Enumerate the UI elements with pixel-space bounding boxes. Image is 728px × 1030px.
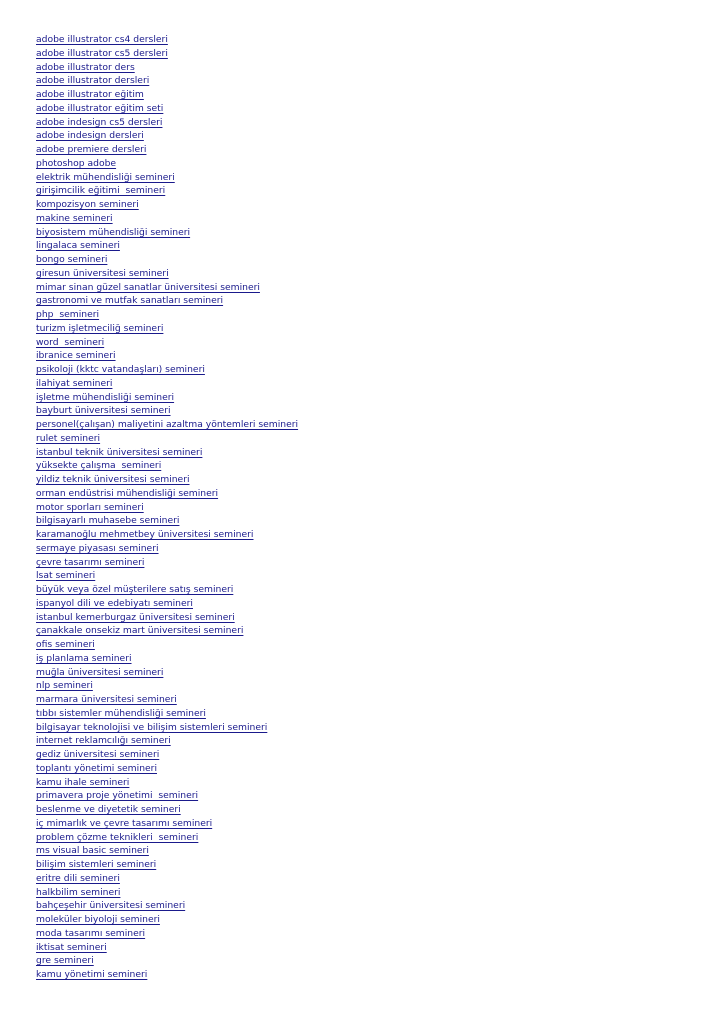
link-item[interactable]: tıbbı sistemler mühendisliği semineri [36, 707, 206, 719]
list-item [36, 815, 298, 829]
list-item [36, 224, 298, 238]
list-item [36, 911, 298, 925]
link-item[interactable]: adobe illustrator cs5 dersleri [36, 47, 168, 59]
link-item[interactable]: giresun üniversitesi semineri [36, 267, 169, 279]
list-item [36, 829, 298, 843]
link-item[interactable]: adobe illustrator eğitim seti [36, 102, 164, 114]
link-item[interactable]: sermaye piyasası semineri [36, 542, 159, 554]
list-item [36, 169, 298, 183]
link-item[interactable]: istanbul kemerburgaz üniversitesi semineri [36, 611, 235, 623]
link-item[interactable]: iktisat semineri [36, 941, 107, 953]
list-item [36, 402, 298, 416]
list-item [36, 127, 298, 141]
link-item[interactable]: mimar sinan güzel sanatlar üniversitesi semineri [36, 281, 260, 293]
link-item[interactable]: word semineri [36, 336, 105, 348]
list-item [36, 59, 298, 73]
list-item [36, 966, 298, 980]
list-item [36, 210, 298, 224]
list-item [36, 925, 298, 939]
link-item[interactable]: büyük veya özel müşterilere satış semineri [36, 584, 234, 595]
link-item[interactable]: psikoloji (kktc vatandaşları) semineri [36, 364, 205, 375]
list-item [36, 444, 298, 458]
list-item [36, 347, 298, 361]
link-item[interactable]: gre semineri [36, 955, 94, 967]
list-item [36, 485, 298, 499]
list-item [36, 952, 298, 966]
link-item[interactable]: kamu yönetimi semineri [36, 969, 148, 980]
link-item[interactable]: nlp semineri [36, 680, 93, 692]
list-item [36, 334, 298, 348]
list-item [36, 100, 298, 114]
link-item[interactable]: adobe indesign cs5 dersleri [36, 116, 163, 128]
list-item [36, 856, 298, 870]
list-item [36, 581, 298, 595]
list-item [36, 595, 298, 609]
link-item[interactable]: bongo semineri [36, 254, 108, 265]
list-item [36, 526, 298, 540]
list-item [36, 622, 298, 636]
list-item [36, 691, 298, 705]
list-item [36, 677, 298, 691]
link-item[interactable]: motor sporları semineri [36, 501, 144, 513]
link-item[interactable]: kompozisyon semineri [36, 199, 139, 210]
link-item[interactable]: bahçeşehir üniversitesi semineri [36, 900, 186, 912]
list-item [36, 31, 298, 45]
link-item[interactable]: gastronomi ve mutfak sanatları semineri [36, 295, 224, 307]
link-item[interactable]: iç mimarlık ve çevre tasarımı semineri [36, 817, 213, 829]
list-item [36, 375, 298, 389]
list-item [36, 196, 298, 210]
link-item[interactable]: internet reklamcılığı semineri [36, 735, 171, 747]
list-item [36, 760, 298, 774]
list-item [36, 746, 298, 760]
list-item [36, 279, 298, 293]
list-item [36, 251, 298, 265]
list-item [36, 114, 298, 128]
link-item[interactable]: kamu ihale semineri [36, 776, 130, 788]
list-item [36, 457, 298, 471]
link-item[interactable]: problem çözme teknikleri semineri [36, 831, 199, 843]
list-item [36, 306, 298, 320]
list-item [36, 554, 298, 568]
link-item[interactable]: çevre tasarımı semineri [36, 556, 145, 568]
list-item [36, 45, 298, 59]
list-item [36, 155, 298, 169]
list-item [36, 732, 298, 746]
link-item[interactable]: primavera proje yönetimi semineri [36, 790, 199, 802]
list-item [36, 636, 298, 650]
link-item[interactable]: ms visual basic semineri [36, 845, 149, 857]
list-item [36, 86, 298, 100]
list-item [36, 705, 298, 719]
link-item[interactable]: adobe illustrator eğitim [36, 89, 144, 100]
link-item[interactable]: yüksekte çalışma semineri [36, 460, 162, 472]
link-item[interactable]: işletme mühendisliği semineri [36, 391, 175, 403]
link-item[interactable]: gediz üniversitesi semineri [36, 749, 160, 760]
link-item[interactable]: photoshop adobe [36, 157, 117, 169]
link-item[interactable]: adobe illustrator cs4 dersleri [36, 34, 168, 45]
link-item[interactable]: turizm işletmeciliğ semineri [36, 322, 164, 334]
list-item [36, 430, 298, 444]
link-item[interactable]: adobe premiere dersleri [36, 144, 147, 155]
list-item [36, 361, 298, 375]
list-item [36, 609, 298, 623]
list-item [36, 512, 298, 526]
link-item[interactable]: php semineri [36, 309, 100, 320]
link-item[interactable]: moda tasarımı semineri [36, 927, 146, 939]
list-item [36, 664, 298, 678]
list-item [36, 540, 298, 554]
link-item[interactable]: halkbilim semineri [36, 886, 121, 898]
list-item [36, 141, 298, 155]
list-item [36, 389, 298, 403]
link-item[interactable]: ofis semineri [36, 639, 95, 650]
list-item [36, 897, 298, 911]
link-item[interactable]: moleküler biyoloji semineri [36, 914, 160, 925]
link-item[interactable]: muğla üniversitesi semineri [36, 666, 164, 678]
list-item [36, 72, 298, 86]
list-item [36, 471, 298, 485]
list-item [36, 320, 298, 334]
link-item[interactable]: lsat semineri [36, 570, 96, 582]
link-item[interactable]: makine semineri [36, 212, 113, 224]
link-item[interactable]: ispanyol dili ve edebiyatı semineri [36, 597, 193, 609]
link-item[interactable]: bilgisayar teknolojisi ve bilişim sistemleri semineri [36, 721, 268, 733]
link-list [36, 31, 298, 980]
link-item[interactable]: bilişim sistemleri semineri [36, 859, 157, 870]
list-item [36, 939, 298, 953]
link-item[interactable]: yildiz teknik üniversitesi semineri [36, 474, 190, 485]
list-item [36, 182, 298, 196]
link-item[interactable]: adobe illustrator ders [36, 61, 135, 73]
link-item[interactable]: ilahiyat semineri [36, 377, 113, 389]
list-item [36, 292, 298, 306]
list-item [36, 265, 298, 279]
list-item [36, 870, 298, 884]
link-item[interactable]: personel(çalışan) maliyetini azaltma yöntemleri semineri [36, 419, 299, 430]
link-item[interactable]: orman endüstrisi mühendisliği semineri [36, 487, 219, 499]
link-item[interactable]: girişimcilik eğitimi semineri [36, 185, 166, 197]
link-item[interactable]: iş planlama semineri [36, 652, 132, 664]
list-item [36, 237, 298, 251]
link-item[interactable]: biyosistem mühendisliği semineri [36, 226, 191, 238]
link-item[interactable]: çanakkale onsekiz mart üniversitesi semineri [36, 625, 244, 637]
link-item[interactable]: ibranice semineri [36, 350, 116, 362]
list-item [36, 842, 298, 856]
list-item [36, 884, 298, 898]
link-item[interactable]: elektrik mühendisliği semineri [36, 171, 175, 183]
link-item[interactable]: adobe indesign dersleri [36, 130, 144, 142]
list-item [36, 774, 298, 788]
link-item[interactable]: istanbul teknik üniversitesi semineri [36, 446, 203, 458]
link-item[interactable]: eritre dili semineri [36, 872, 120, 884]
link-item[interactable]: lingalaca semineri [36, 240, 120, 252]
list-item [36, 650, 298, 664]
link-item[interactable]: karamanoğlu mehmetbey üniversitesi semineri [36, 529, 254, 540]
list-item [36, 801, 298, 815]
link-item[interactable]: beslenme ve diyetetik semineri [36, 804, 181, 815]
link-item[interactable]: adobe illustrator dersleri [36, 75, 150, 87]
link-item[interactable]: bayburt üniversitesi semineri [36, 405, 171, 417]
list-item [36, 499, 298, 513]
link-item[interactable]: marmara üniversitesi semineri [36, 694, 177, 705]
list-item [36, 567, 298, 581]
link-item[interactable]: toplantı yönetimi semineri [36, 762, 157, 774]
list-item [36, 787, 298, 801]
list-item [36, 719, 298, 733]
link-item[interactable]: rulet semineri [36, 432, 101, 444]
link-item[interactable]: bilgisayarlı muhasebe semineri [36, 515, 180, 527]
list-item [36, 416, 298, 430]
